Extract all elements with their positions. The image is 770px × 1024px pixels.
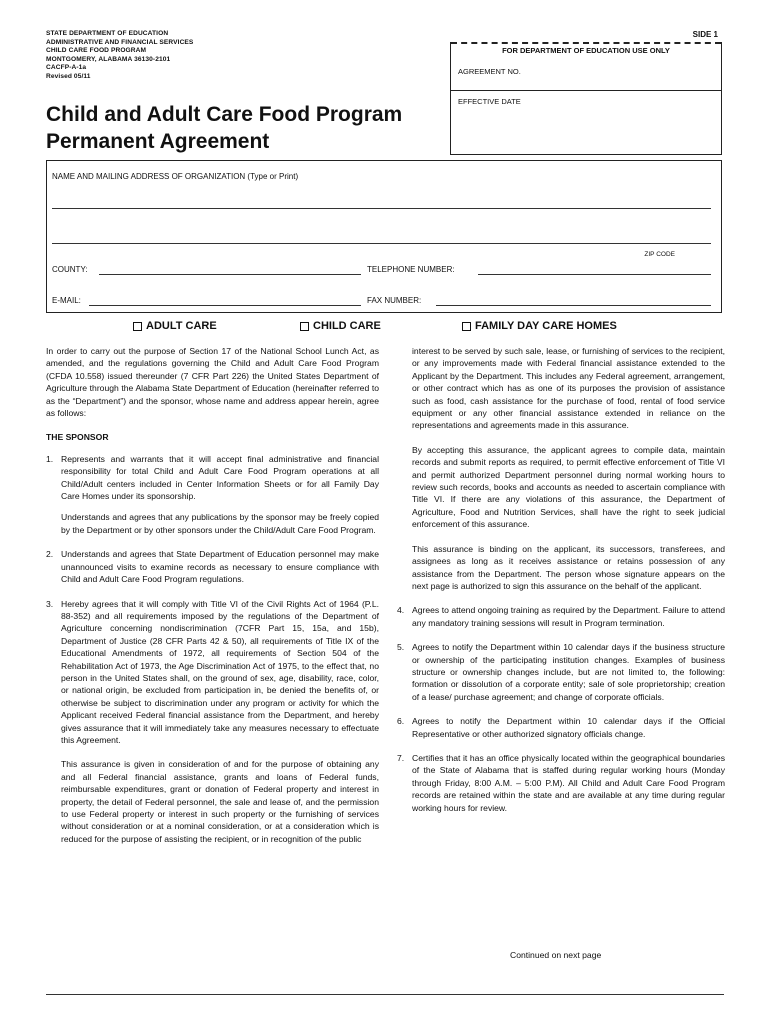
item-text: Certifies that it has an office physically located within the geographical boundaries of the State of Alabama that is staffed during regular working hours (Monday through Friday, 8:00 A.M. – 5:00 P.M). All Child and Adult Care Food Program records are retained within the state and are available at any time during regular working hours for review. [412,752,725,813]
email-label: E-MAIL: [52,296,81,305]
right-paragraph-1: interest to be served by such sale, lease, or furnishing of services to the recipient, or any improvements made with Federal financial assistance extended to the Applicant by the Department. This includes any Federal agreement, arrangement, or other contract which has as one of its purposes the provision of assistance such as food, cash assistance for the purchase of food, rental of food service equipment or any other financial assistance extended in reliance on the representations and agreements made in this assurance. [412,346,725,431]
header-line: Revised 05/11 [46,72,91,80]
item-number: 7. [397,752,405,763]
item-number: 4. [397,605,405,616]
item-text: Agrees to notify the Department within 10 calendar days if the business structure or ownership of the participating institution changes. Examples of business structure or ownership changes include, but are not limited to, the following: formation or dissolution of a corporate entity; sale of sole proprietorship; creation of a lease/ purchase agreement; and change of corporate officials. [412,642,725,702]
page-title [46,101,402,155]
item3-continued: This assurance is given in consideration of and for the purpose of obtaining any and all Federal financial assistance, grants and loans of Federal funds, reimbursable expenditures, grant or donation of Federal property and interest in property, the detail of Federal personnel, the sale and lease of, and the permission to use Federal property or interest in such property or the furnishing of services without consideration or at a nominal consideration, or at a consideration which is reduced for the purpose of assisting the recipient, or in recognition of the public [61,759,379,844]
family-day-care-option[interactable] [462,320,617,332]
right-column [397,345,725,814]
email-field[interactable] [89,305,361,306]
list-item [397,715,725,740]
title-line-2: Permanent Agreement [46,130,270,153]
left-column [46,345,379,854]
header-line: CHILD CARE FOOD PROGRAM [46,47,147,55]
item-number: 3. [46,598,54,609]
item-text: Hereby agrees that it will comply with Title VI of the Civil Rights Act of 1964 (P.L. 88-352) and all requirements imposed by the regulations of the Department of Agriculture concerning nondiscrimination (7CFR Part 15, 15a, and 15b), Department of Justice (28 CFR Parts 42 & 50), all requirements of Title IX of the Educational Amendments of 1972, all requirements of Section 504 of the Rehabilitation Act of 1973, the Age Discrimination Act of 1975, to the effect that, no person in the United States shall, on the ground of sex, age, disability, race, color, or national origin, be excluded from participation in, be denied the benefits of, or otherwise be subject to discrimination under any program or activity for which the Applicant received Federal financial assistance from the Department, and hereby gives assurance that it will immediately take any measures necessary to effectuate this Agreement. [61,598,379,745]
adult-care-option[interactable] [133,320,217,332]
title-line-1: Child and Adult Care Food Program [46,103,403,126]
office-divider [451,90,721,91]
intro-paragraph: In order to carry out the purpose of Section 17 of the National School Lunch Act, as amended, and the regulations governing the Child and Adult Care Food Program (CFDA 10.558) issued thereunder (7 CFR Part 226) the United States Department of Agriculture through the Alabama State Department of Education (hereinafter referred to as the “Department”) and the sponsor, whose name and address appear herein, agree as follows: [46,346,379,419]
right-paragraph-3: This assurance is binding on the applicant, its successors, transferees, and assignees as long as it receives assistance or retains possession of any assistance from the Department. The person whose signature appears on the next page is authorized to sign this assurance on the behalf of the applicant. [412,543,725,591]
right-paragraph-2: By accepting this assurance, the applicant agrees to compile data, maintain records and submit reports as required, to permit effective enforcement of Title VI and permit authorized Department personnel during normal working hours to review such records, books and accounts as needed to ascertain compliance with Title VI. If there are any violations of this assurance, the Department of Agriculture, Food and Nutrition Services, shall have the right to seek judicial enforcement of this assurance. [412,444,725,530]
item-number: 6. [397,716,405,727]
side-label: SIDE 1 [692,30,718,39]
continued-note: Continued on next page [510,950,602,960]
header-line: MONTGOMERY, ALABAMA 36130-2101 [46,55,171,63]
list-item [46,598,379,747]
agreement-no-field[interactable]: AGREEMENT NO. [458,67,521,76]
family-day-care-checkbox[interactable] [462,322,471,331]
dashed-divider [451,42,721,44]
organization-box [46,160,722,313]
telephone-field[interactable] [478,274,711,275]
item-number: 5. [397,642,405,653]
bottom-rule [46,994,724,995]
adult-care-label: ADULT CARE [146,320,217,332]
header-line: STATE DEPARTMENT OF EDUCATION [46,30,169,37]
effective-date-field[interactable]: EFFECTIVE DATE [458,97,521,106]
item-number: 1. [46,453,54,464]
fax-field[interactable] [436,305,711,306]
list-item [397,752,725,814]
org-name-label: NAME AND MAILING ADDRESS OF ORGANIZATION (Type or Print) [52,172,299,181]
list-item [46,548,379,585]
header-line: CACFP-A-1a [46,64,87,72]
item-text: Agrees to attend ongoing training as required by the Department. Failure to attend any mandatory training sessions will result in Program termination. [412,605,725,628]
office-use-heading: FOR DEPARTMENT OF EDUCATION USE ONLY [502,46,670,55]
child-care-checkbox[interactable] [300,322,309,331]
office-use-box [450,42,722,155]
item-text: Understands and agrees that State Department of Education personnel may make unannounced visits to examine records as necessary to ensure compliance with Child and Adult Care Food Program regulations. [61,549,379,585]
zip-code-label: ZIP CODE [644,251,675,258]
sponsor-heading: THE SPONSOR [46,432,109,443]
item-text: Agrees to notify the Department within 10 calendar days if the Official Representative or other authorized signatory officials change. [412,716,725,739]
address-line-2[interactable] [52,243,711,244]
telephone-label: TELEPHONE NUMBER: [367,265,455,274]
address-line-1[interactable] [52,208,711,209]
family-day-care-label: FAMILY DAY CARE HOMES [475,320,617,332]
agency-header [46,30,193,82]
child-care-label: CHILD CARE [313,320,381,332]
county-field[interactable] [99,274,361,275]
item-number: 2. [46,549,54,560]
list-item [397,604,725,629]
county-label: COUNTY: [52,265,88,274]
item1-continued: Understands and agrees that any publications by the sponsor may be freely copied by the Department or by other sponsors under the Child/Adult Care Food Program. [61,512,379,535]
item-text: Represents and warrants that it will accept final administrative and financial responsibility for total Child and Adult Care Food Program operations at all Child/Adult centers included in Center Information Sheets or for all Family Day Care Homes under its sponsorship. [61,453,379,502]
adult-care-checkbox[interactable] [133,322,142,331]
header-line: ADMINISTRATIVE AND FINANCIAL SERVICES [46,38,194,46]
fax-label: FAX NUMBER: [367,296,422,305]
child-care-option[interactable] [300,320,381,332]
list-item [46,453,379,503]
list-item [397,641,725,703]
